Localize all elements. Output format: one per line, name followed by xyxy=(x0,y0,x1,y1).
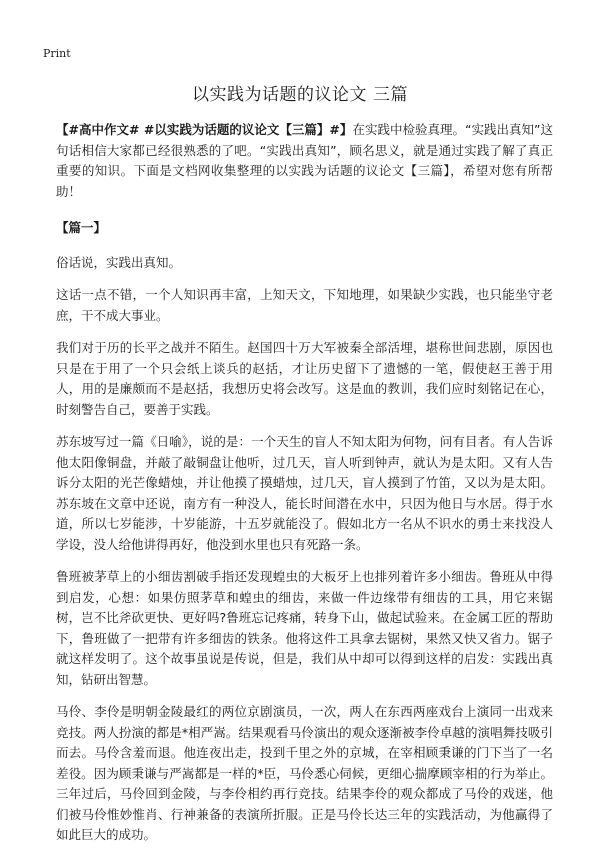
paragraph-4: 苏东坡写过一篇《日喻》，说的是：一个天生的盲人不知太阳为何物，问有目者。有人告诉他太阳像铜盘，并敲了敲铜盘让他听，过几天，盲人听到钟声，就认为是太阳。又有人告诉分太阳的光芒像蜡烛，并让他摸了摸蜡烛，过几天，盲人摸到了竹笛，又以为是太阳。苏东坡在文章中还说，南方有一种没人，能长时间潜在水中，只因为他日与水居。得于水道，所以七岁能涉，十岁能游，十五岁就能没了。假如北方一名从不识水的勇士来找没人学设，没人给他讲得再好，他没到水里也只有死路一条。 xyxy=(56,434,553,552)
paragraph-3: 我们对于历的长平之战并不陌生。赵国四十万大军被秦全部活埋，堪称世间悲剧，原因也只是在于用了一个只会纸上谈兵的赵括，才让历史留下了遗憾的一笔，假使赵王善于用人，用的是廉颇而不是赵括，我想历史将会改写。这是血的教训，我们应时刻铭记在心，时刻警告自己，要善于实践。 xyxy=(56,340,553,417)
document-body xyxy=(56,120,553,858)
paragraph-5: 鲁班被茅草上的小细齿割破手指还发现蝗虫的大板牙上也排列着许多小细齿。鲁班从中得到启发，心想：如果仿照茅草和蝗虫的细齿，来做一件边缘带有细齿的工具，用它来锯树，岂不比斧砍更快、更好吗?鲁班忘记疼痛，转身下山，做起试验来。在金属工匠的帮助下，鲁班做了一把带有许多细齿的铁条。他将这件工具拿去锯树，果然又快又省力。锯子就这样发明了。这个故事虽说是传说，但是，我们从中却可以得到这样的启发：实践出真知，钻研出智慧。 xyxy=(56,569,553,687)
paragraph-6: 马伶、李伶是明朝金陵最红的两位京剧演员，一次，两人在东西两座戏台上演同一出戏来竞技。两人扮演的都是*相严嵩。结果观看马伶演出的观众逐渐被李伶卓越的演唱舞技吸引而去。马伶含羞而退。他连夜出走，投到千里之外的京城，在宰相顾秉谦的门下当了一名差役。因为顾秉谦与严嵩都是一样的*臣，马伶悉心伺候，更细心揣摩顾宰相的行为举止。三年过后，马伶回到金陵，与李伶相约再行竞技。结果李伶的观众都成了马伶的戏迷，他们被马伶惟妙惟肖、行神兼备的表演所折服。正是马伶长达三年的实践活动，为他赢得了如此巨大的成功。 xyxy=(56,704,553,842)
paragraph-2: 这话一点不错，一个人知识再丰富，上知天文，下知地理，如果缺少实践，也只能坐守老庶，干不成大事业。 xyxy=(56,287,553,323)
section-heading: 【篇一】 xyxy=(56,220,107,235)
paragraph-1: 俗话说，实践出真知。 xyxy=(56,254,182,270)
intro-paragraph xyxy=(56,120,553,202)
intro-text: 在实践中检验真理。“实践出真知”这句话相信大家都已经很熟悉的了吧。“实践出真知”，顾名思义，就是通过实践了解了真正重要的知识。下面是文档网收集整理的以实践为话题的议论文【三篇】，希望对您有所帮助！ xyxy=(56,122,554,199)
intro-tag: 【#高中作文# #以实践为话题的议论文【三篇】#】 xyxy=(56,122,353,137)
print-link[interactable]: Print xyxy=(43,47,71,60)
document-title: 以实践为话题的议论文 三篇 xyxy=(192,85,408,105)
